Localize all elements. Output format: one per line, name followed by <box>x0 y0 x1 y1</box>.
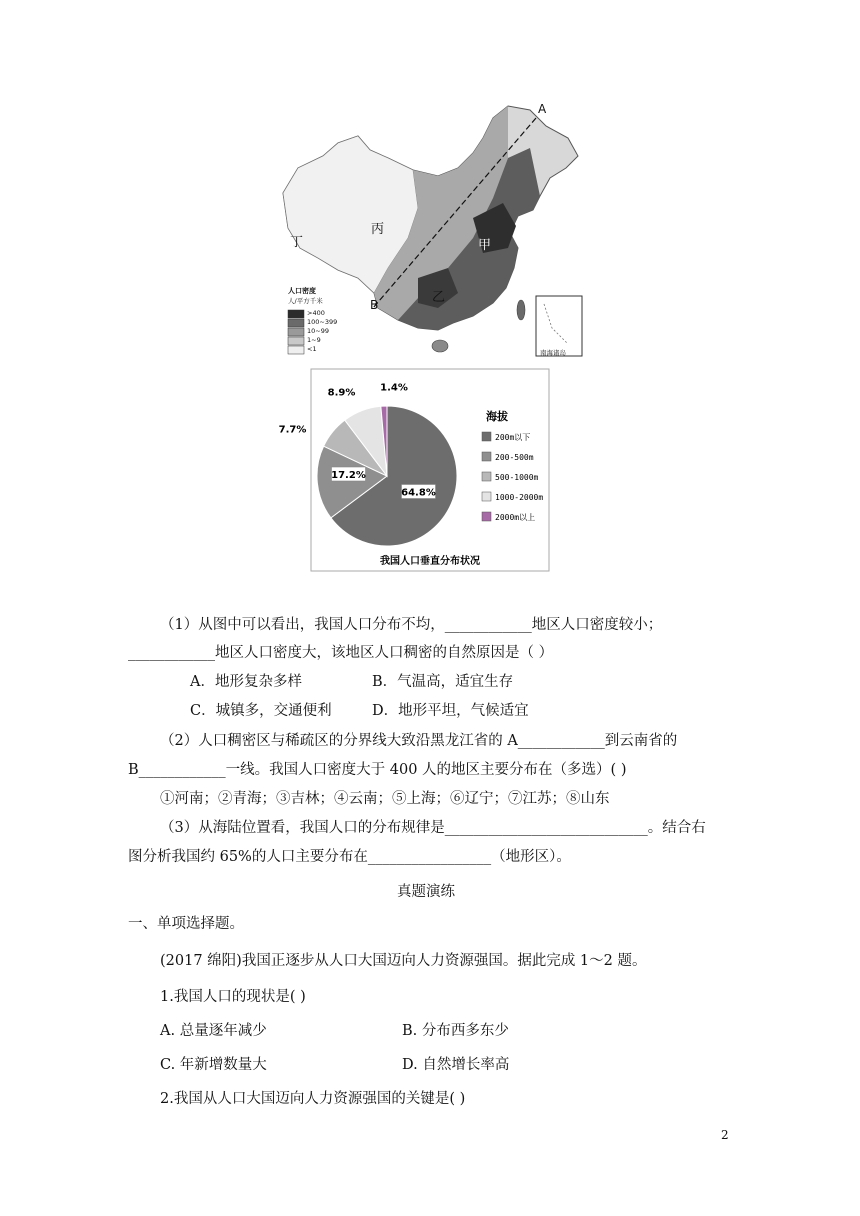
pie-graphic <box>278 368 550 572</box>
label-yi: 乙 <box>432 290 446 305</box>
mc-q1-option-b: B. 分布西多东少 <box>402 1023 509 1039</box>
q3-line2: 图分析我国约 65%的人口主要分布在_________________（地形区）。 <box>128 849 571 865</box>
q3-line1: （3）从海陆位置看，我国人口的分布规律是____________________________。结合右 <box>160 820 706 836</box>
mc-q1: 1.我国人口的现状是( ) <box>160 989 306 1005</box>
legend-unit: 人/平方千米 <box>288 297 323 305</box>
label-jia: 甲 <box>478 238 492 253</box>
legend-label: 500-1000m <box>495 473 539 482</box>
legend-item: >400 <box>307 309 325 317</box>
legend-swatch <box>482 492 491 501</box>
label-A: A <box>538 102 547 116</box>
q2-line3: ①河南；②青海；③吉林；④云南；⑤上海；⑥辽宁；⑦江苏；⑧山东 <box>160 791 610 807</box>
hainan-island <box>432 340 448 352</box>
mc-q1-option-a: A. 总量逐年减少 <box>160 1023 267 1039</box>
q2-line2: B____________一线。我国人口密度大于 400 人的地区主要分布在（多选）( ) <box>128 762 627 778</box>
label-bing: 丙 <box>371 222 385 237</box>
label-B: B <box>370 298 379 312</box>
altitude-pie-chart <box>278 368 550 572</box>
legend-item: 100~399 <box>307 318 338 326</box>
south-china-sea-inset <box>536 296 582 356</box>
population-density-map <box>278 98 598 360</box>
section-part: 一、单项选择题。 <box>128 916 244 932</box>
mc-q1-option-c: C. 年新增数量大 <box>160 1057 267 1073</box>
q1-option-a: A．地形复杂多样 <box>190 674 302 690</box>
section-intro: (2017 绵阳)我国正逐步从人口大国迈向人力资源强国。据此完成 1～2 题。 <box>160 953 647 969</box>
mc-q2: 2.我国从人口大国迈向人力资源强国的关键是( ) <box>160 1091 466 1107</box>
legend-label: 200m以下 <box>495 433 531 442</box>
label-ding: 丁 <box>290 235 304 250</box>
density-legend <box>288 310 304 354</box>
q1-option-b: B．气温高，适宜生存 <box>372 674 514 690</box>
pie-value-label: 64.8% <box>401 487 436 499</box>
legend-swatch <box>482 472 491 481</box>
q2-line1: （2）人口稠密区与稀疏区的分界线大致沿黑龙江省的 A____________到云南省的 <box>160 733 678 749</box>
legend-swatch <box>482 432 491 441</box>
taiwan-island <box>517 300 525 320</box>
pie-title: 我国人口垂直分布状况 <box>380 556 480 567</box>
section-title: 真题演练 <box>397 884 455 900</box>
legend-item: <1 <box>307 345 317 353</box>
page-number: 2 <box>721 1128 729 1142</box>
legend-swatch <box>482 452 491 461</box>
pie-value-label: 7.7% <box>278 424 307 436</box>
legend-label: 200-500m <box>495 453 534 462</box>
q1-option-c: C．城镇多，交通便利 <box>190 703 332 719</box>
q1-line1: （1）从图中可以看出，我国人口分布不均，____________地区人口密度较小； <box>160 617 663 633</box>
mc-q1-option-d: D. 自然增长率高 <box>402 1057 510 1073</box>
legend-title: 人口密度 <box>288 287 316 295</box>
pie-legend-title: 海拔 <box>486 410 508 423</box>
q1-option-d: D．地形平坦，气候适宜 <box>372 703 529 719</box>
legend-swatch <box>482 512 491 521</box>
pie-value-label: 1.4% <box>380 382 408 394</box>
legend-item: 1~9 <box>307 336 321 344</box>
legend-item: 10~99 <box>307 327 329 335</box>
pie-value-label: 8.9% <box>327 387 356 399</box>
inset-label: 南海诸岛 <box>540 349 566 357</box>
legend-label: 2000m以上 <box>495 513 536 522</box>
pie-value-label: 17.2% <box>331 470 366 481</box>
legend-label: 1000-2000m <box>495 493 544 502</box>
q1-line2: ____________地区人口密度大，该地区人口稠密的自然原因是（ ） <box>128 645 554 661</box>
